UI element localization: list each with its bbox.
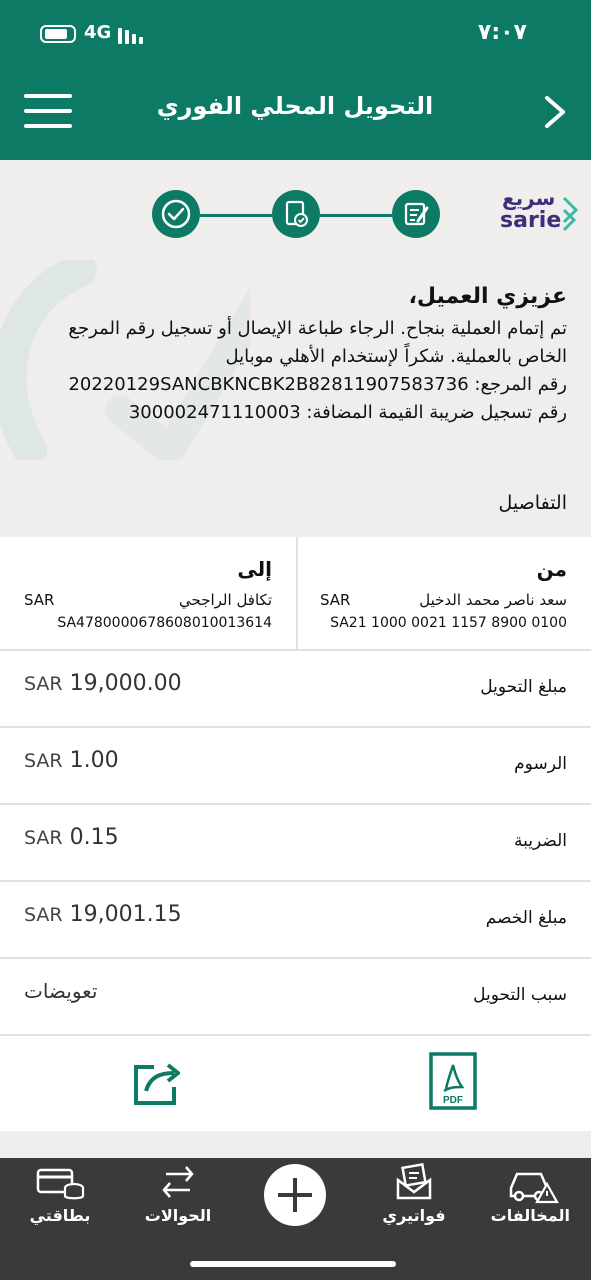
from-party: [320, 537, 567, 649]
progress-steps: [152, 190, 440, 240]
tax-row: الضريبة SAR 0.15: [24, 825, 567, 851]
details-heading: التفاصيل: [498, 492, 567, 514]
bill-envelope-icon: [388, 1162, 440, 1204]
menu-icon[interactable]: [24, 94, 72, 130]
from-name: سعد ناصر محمد الدخيل: [419, 591, 567, 609]
chevron-right-icon[interactable]: [541, 94, 569, 130]
nav-bills[interactable]: فواتيري: [376, 1158, 452, 1254]
vat-number: رقم تسجيل ضريبة القيمة المضافة: 300002471110003: [128, 402, 567, 423]
fees-row: الرسوم SAR 1.00: [24, 748, 567, 774]
nav-transfers[interactable]: الحوالات: [138, 1158, 218, 1254]
step-complete-icon: [152, 190, 200, 238]
share-icon[interactable]: [130, 1057, 186, 1107]
actions-bar: [0, 1037, 591, 1129]
card-coins-icon: [34, 1162, 86, 1204]
success-message: [30, 284, 567, 427]
pdf-download-button[interactable]: [428, 1051, 478, 1111]
to-account: SA4780000678608010013614: [57, 615, 272, 631]
to-name: تكافل الراجحي: [179, 591, 272, 609]
car-warning-icon: [507, 1162, 559, 1204]
nav-cards[interactable]: بطاقتي: [20, 1158, 100, 1254]
from-label: من: [536, 557, 567, 581]
greeting: عزيزي العميل،: [408, 284, 567, 309]
from-account: SA21 1000 0021 1157 8900 0100: [330, 615, 567, 631]
to-currency: SAR: [24, 591, 55, 609]
step-document-check-icon: [272, 190, 320, 238]
from-currency: SAR: [320, 591, 351, 609]
battery-icon: [40, 25, 76, 43]
reason-row: سبب التحويل تعويضات: [24, 979, 567, 1005]
nav-violations[interactable]: المخالفات: [496, 1158, 570, 1254]
reference-number: رقم المرجع: 20220129SANCBKNCBK2B82811907583736: [68, 374, 567, 395]
message-line: تم إتمام العملية بنجاح. الرجاء طباعة الإيصال أو تسجيل رقم المرجع: [68, 318, 567, 339]
transfer-amount-row: مبلغ التحويل SAR 19,000.00: [24, 671, 567, 697]
transfer-arrows-icon: [152, 1162, 204, 1204]
sarie-logo: سريع sarie: [498, 188, 582, 238]
status-time: ٧:٠٧: [477, 20, 527, 45]
page-title: التحويل المحلي الفوري: [156, 92, 434, 120]
home-indicator: [190, 1261, 396, 1267]
debit-amount-row: مبلغ الخصم SAR 19,001.15: [24, 902, 567, 928]
to-party: [24, 537, 272, 649]
app-header: [0, 0, 591, 160]
details-card: [0, 537, 591, 1131]
signal-icon: [118, 26, 148, 44]
add-button[interactable]: [264, 1164, 326, 1226]
step-edit-icon: [392, 190, 440, 238]
svg-text:PDF: PDF: [443, 1095, 463, 1106]
network-label: 4G: [84, 22, 112, 43]
message-line: الخاص بالعملية. شكراً لإستخدام الأهلي موبايل: [225, 346, 567, 367]
to-label: إلى: [237, 557, 272, 581]
